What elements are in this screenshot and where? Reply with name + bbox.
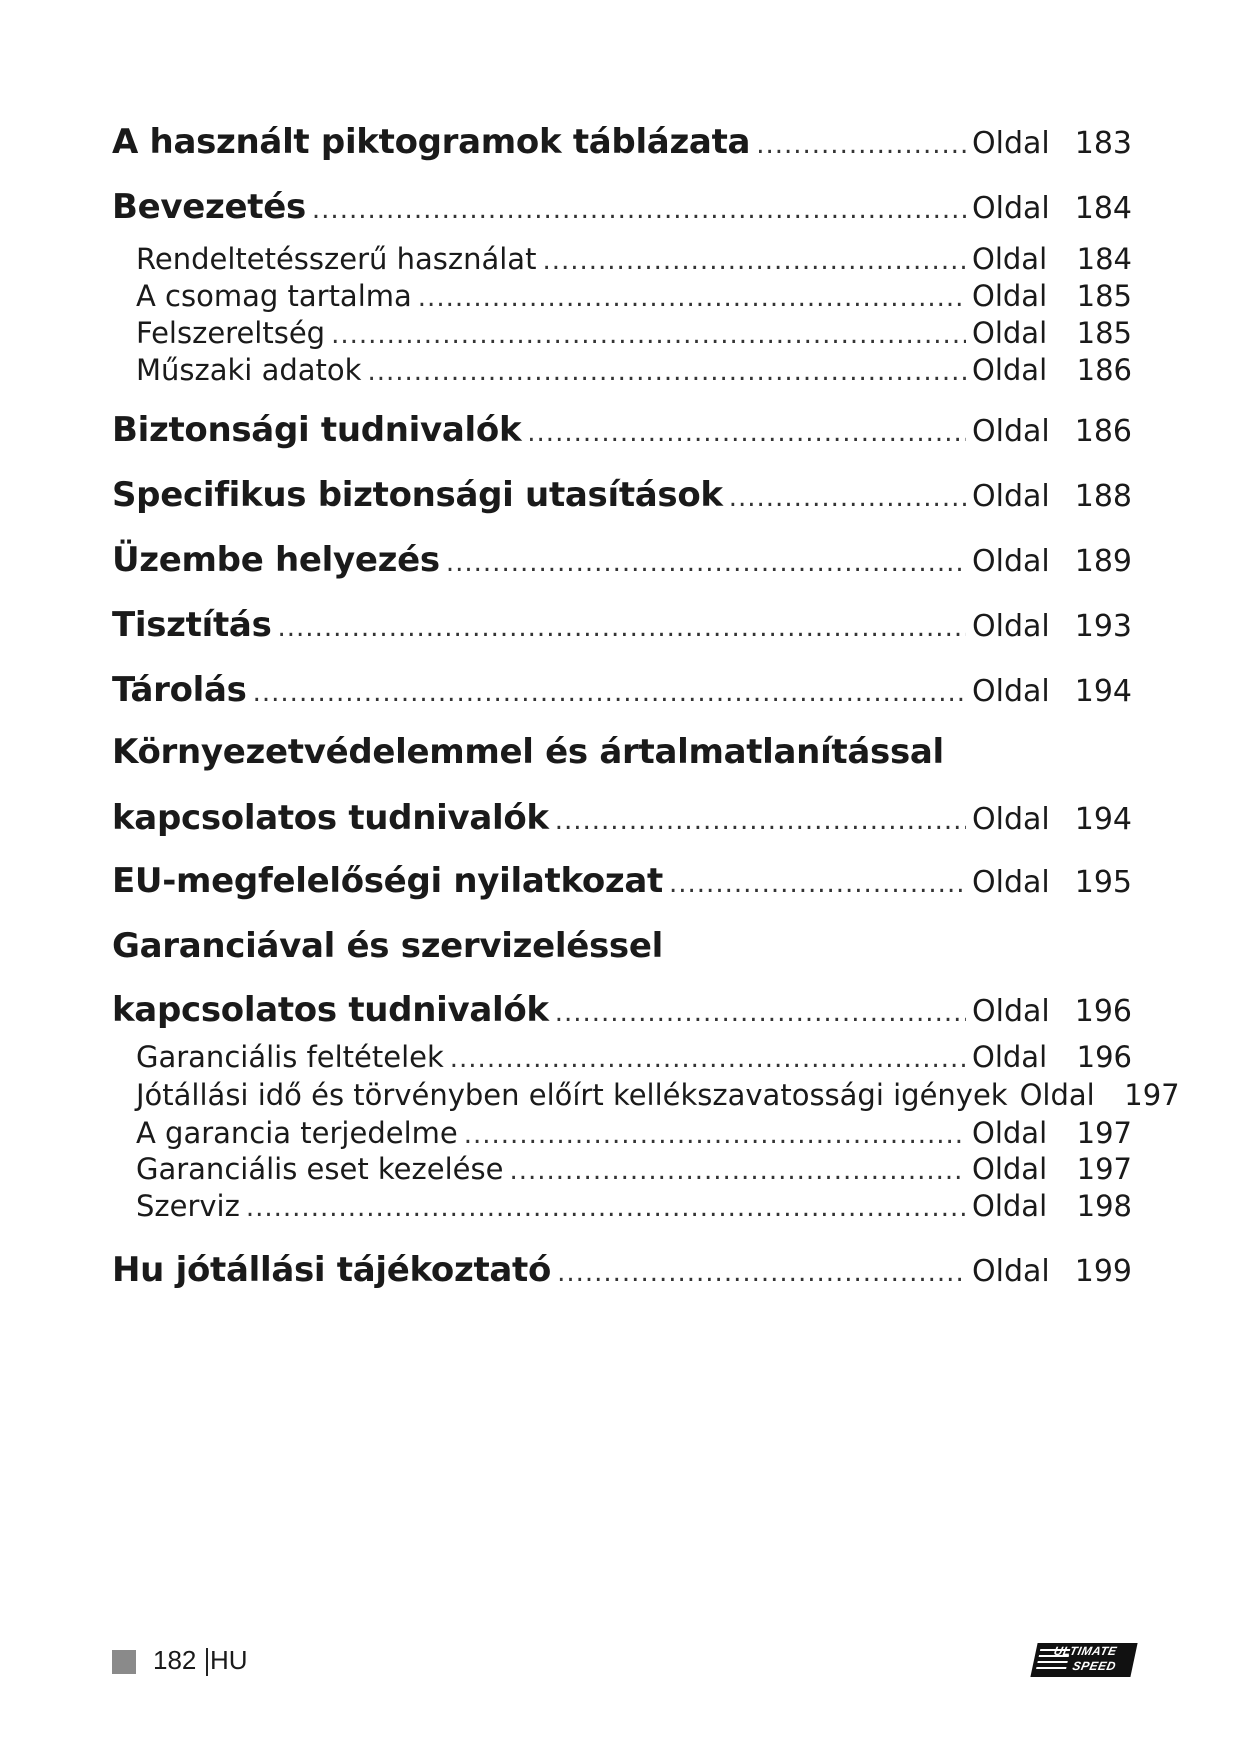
page-number: 188 (1074, 479, 1132, 514)
page-number: 185 (1076, 279, 1132, 313)
toc-entry-tisztitas[interactable] (112, 605, 1132, 645)
toc-entry-biztonsagi[interactable] (112, 410, 1132, 450)
page-word: Oldal (972, 1152, 1048, 1186)
page-number: 193 (1074, 609, 1132, 644)
toc-subentry-csomag[interactable] (136, 279, 1132, 313)
page-number: 186 (1074, 414, 1132, 449)
dot-leader (669, 869, 966, 899)
toc-subentry-felszereltseg[interactable] (136, 316, 1132, 350)
page-word: Oldal (972, 609, 1050, 644)
toc-subentry-muszaki[interactable] (136, 353, 1132, 387)
toc-subentry-szerviz[interactable] (136, 1189, 1132, 1223)
toc-entry-title: Hu jótállási tájékoztató (112, 1250, 552, 1290)
page-number: 198 (1076, 1189, 1132, 1223)
dot-leader (729, 483, 966, 513)
page-number: 183 (1074, 126, 1132, 161)
page-number: 196 (1076, 1040, 1132, 1074)
logo-stripe (1036, 1667, 1066, 1669)
toc-entry-specifikus[interactable] (112, 475, 1132, 515)
toc-entry-tarolas[interactable] (112, 670, 1132, 710)
page-number: 186 (1076, 353, 1132, 387)
page-number: 197 (1124, 1078, 1180, 1112)
toc-heading-garancia: Garanciával és szervizeléssel (112, 926, 663, 966)
toc-entry-title: A csomag tartalma (136, 279, 412, 313)
toc-entry-title: Műszaki adatok (136, 353, 362, 387)
dot-leader (557, 1258, 966, 1288)
page-word: Oldal (972, 802, 1050, 837)
dot-leader (450, 1044, 966, 1074)
toc-entry-title: Biztonsági tudnivalók (112, 410, 522, 450)
toc-entry-title: Jótállási idő és törvényben előírt kellékszavatossági igények (136, 1078, 1008, 1112)
dot-leader (555, 998, 966, 1028)
page-number: 184 (1076, 242, 1132, 276)
toc-entry-title: Garanciális eset kezelése (136, 1152, 504, 1186)
dot-leader (278, 613, 966, 643)
page-number: 189 (1074, 544, 1132, 579)
dot-leader (246, 1193, 966, 1223)
page-number: 199 (1074, 1254, 1132, 1289)
dot-leader (756, 130, 966, 160)
page-word: Oldal (972, 994, 1050, 1029)
toc-entry-title: Rendeltetésszerű használat (136, 242, 537, 276)
toc-entry-pictograms[interactable] (112, 122, 1132, 162)
toc-entry-title: Üzembe helyezés (112, 540, 440, 580)
page-number: 185 (1076, 316, 1132, 350)
page-word: Oldal (972, 126, 1050, 161)
logo-stripe (1037, 1661, 1067, 1663)
toc-entry-title: Garanciális feltételek (136, 1040, 444, 1074)
page-word: Oldal (972, 1040, 1048, 1074)
dot-leader (446, 548, 966, 578)
page-word: Oldal (972, 674, 1050, 709)
toc-entry-garancia[interactable] (112, 990, 1132, 1030)
page-word: Oldal (972, 865, 1050, 900)
dot-leader (312, 195, 966, 225)
page-number: 195 (1074, 865, 1132, 900)
page-word: Oldal (972, 191, 1050, 226)
dot-leader (542, 246, 966, 276)
toc-entry-title: kapcsolatos tudnivalók (112, 990, 549, 1030)
page-word: Oldal (972, 353, 1048, 387)
page-word: Oldal (972, 544, 1050, 579)
toc-entry-title: Bevezetés (112, 187, 306, 227)
page-word: Oldal (972, 414, 1050, 449)
dot-leader (253, 678, 966, 708)
toc-entry-kornyezet[interactable] (112, 798, 1132, 838)
dot-leader (509, 1156, 966, 1186)
page-word: Oldal (972, 316, 1048, 350)
toc-entry-title: A garancia terjedelme (136, 1116, 458, 1150)
toc-subentry-garancialis-feltetelek[interactable] (136, 1040, 1132, 1074)
page-word: Oldal (972, 279, 1048, 313)
page-word: Oldal (972, 1189, 1048, 1223)
footer-separator (206, 1648, 208, 1676)
footer-language: HU (210, 1645, 248, 1675)
dot-leader (367, 357, 966, 387)
dot-leader (527, 418, 966, 448)
footer-square-marker (112, 1650, 136, 1674)
toc-entry-bevezetes[interactable] (112, 187, 1132, 227)
page-number: 197 (1076, 1116, 1132, 1150)
toc-subentry-garancia-terjedelme[interactable] (136, 1116, 1132, 1150)
page-word: Oldal (972, 242, 1048, 276)
toc-entry-title: A használt piktogramok táblázata (112, 122, 751, 162)
page-number: 194 (1074, 802, 1132, 837)
toc-entry-title: Tisztítás (112, 605, 272, 645)
page-number: 184 (1074, 191, 1132, 226)
toc-subentry-garancialis-eset[interactable] (136, 1152, 1132, 1186)
logo-text-line2: SPEED (1071, 1659, 1118, 1673)
logo-text-line1: ULTIMATE (1052, 1644, 1119, 1658)
toc-heading-kornyezet: Környezetvédelemmel és ártalmatlanítással (112, 732, 944, 772)
brand-logo (1030, 1643, 1137, 1677)
toc-entry-eu-megfeleloseg[interactable] (112, 861, 1132, 901)
toc-entry-title: Tárolás (112, 670, 247, 710)
toc-subentry-rendeltetes[interactable] (136, 242, 1132, 276)
page-word: Oldal (972, 479, 1050, 514)
page-word: Oldal (972, 1116, 1048, 1150)
dot-leader (331, 320, 966, 350)
toc-subentry-jotallasi-ido[interactable] (136, 1078, 1180, 1112)
dot-leader (555, 806, 966, 836)
toc-entry-title: Szerviz (136, 1189, 240, 1223)
toc-entry-title: EU-megfelelőségi nyilatkozat (112, 861, 663, 901)
toc-entry-hu-jotallasi[interactable] (112, 1250, 1132, 1290)
dot-leader (418, 283, 966, 313)
page-word: Oldal (1019, 1078, 1095, 1112)
page-number: 194 (1074, 674, 1132, 709)
page-number: 196 (1074, 994, 1132, 1029)
toc-entry-uzembe[interactable] (112, 540, 1132, 580)
footer-page-number: 182 (153, 1645, 197, 1675)
toc-entry-title: kapcsolatos tudnivalók (112, 798, 549, 838)
toc-entry-title: Specifikus biztonsági utasítások (112, 475, 723, 515)
page-word: Oldal (972, 1254, 1050, 1289)
dot-leader (464, 1120, 966, 1150)
toc-entry-title: Felszereltség (136, 316, 326, 350)
page-number: 197 (1076, 1152, 1132, 1186)
